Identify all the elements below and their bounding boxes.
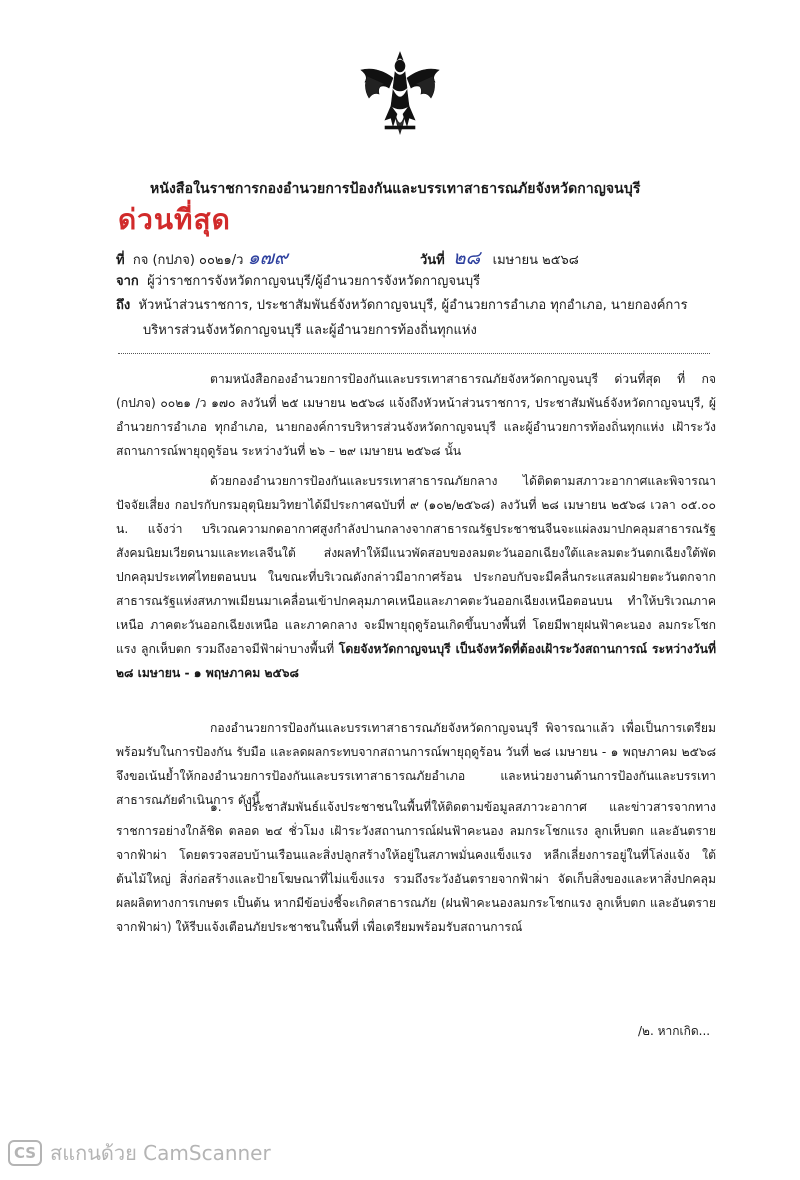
to-row-cont	[143, 319, 477, 340]
paragraph-1	[116, 367, 716, 463]
garuda-emblem-icon	[355, 48, 445, 138]
to-row	[116, 294, 688, 315]
camscanner-logo-icon: CS	[8, 1140, 42, 1166]
ref-number: ๑๗๙	[247, 247, 288, 269]
date-day: ๒๘	[453, 247, 481, 269]
date-row	[420, 243, 579, 273]
date-rest: เมษายน ๒๕๖๘	[492, 253, 579, 268]
paragraph-2-emphasis: โดยจังหวัดกาญจนบุรี เป็นจังหวัดที่ต้องเฝ้าระวังสถานการณ์ ระหว่างวันที่ ๒๘ เมษายน - ๑ พฤษภาคม ๒๕๖๘	[116, 642, 717, 680]
ref-label: ที่	[116, 253, 125, 268]
ref-value: กจ (กปภจ) ๐๐๒๑/ว	[132, 253, 244, 268]
paragraph-1-text: ตามหนังสือกองอำนวยการป้องกันและบรรเทาสาธารณภัยจังหวัดกาญจนบุรี ด่วนที่สุด ที่ กจ (กปภจ) ๐๐๒๑ /ว ๑๗๐ ลงวันที่ ๒๕ เมษายน ๒๕๖๘ แจ้งถึงหัวหน้าส่วนราชการ, ประชาสัมพันธ์จังหวัดกาญจนบุรี, ผู้อำนวยการอำเภอ ทุกอำเภอ, นายกองค์การบริหารส่วนจังหวัดกาญจนบุรี และผู้อำนวยการท้องถิ่นทุกแห่ง เฝ้าระวังสถานการณ์พายุฤดูร้อน ระหว่างวันที่ ๒๖ – ๒๙ เมษายน ๒๕๖๘ นั้น	[116, 372, 716, 458]
camscanner-text: สแกนด้วย CamScanner	[50, 1141, 271, 1165]
paragraph-2-text: ด้วยกองอำนวยการป้องกันและบรรเทาสาธารณภัยกลาง ได้ติดตามสภาวะอากาศและพิจารณาปัจจัยเสี่ยง กอปรกับกรมอุตุนิยมวิทยาได้มีประกาศฉบับที่ ๙ (๑๐๒/๒๕๖๘) ลงวันที่ ๒๘ เมษายน ๒๕๖๘ เวลา ๐๕.๐๐ น. แจ้งว่า บริเวณความกดอากาศสูงกำลังปานกลางจากสาธารณรัฐประชาชนจีนจะแผ่ลงมาปกคลุมสาธารณรัฐสังคมนิยมเวียดนามและทะเลจีนใต้ ส่งผลทำให้มีแนวพัดสอบของลมตะวันออกเฉียงใต้และลมตะวันตกเฉียงใต้พัดปกคลุมประเทศไทยตอนบน ในขณะที่บริเวณดังกล่าวมีอากาศร้อน ประกอบกับจะมีคลื่นกระแสลมฝ่ายตะวันตกจากสาธารณรัฐแห่งสหภาพเมียนมาเคลื่อนเข้าปกคลุมภาคเหนือและภาคตะวันออกเฉียงเหนือตอนบน ทำให้บริเวณภาคเหนือ ภาคตะวันออกเฉียงเหนือ และภาคกลาง จะมีพายุฤดูร้อนเกิดขึ้นบางพื้นที่ โดยมีพายุฝนฟ้าคะนอง ลมกระโชกแรง ลูกเห็บตก รวมถึงอาจมีฟ้าผ่าบางพื้นที่	[116, 474, 716, 656]
paragraph-2	[116, 469, 716, 685]
date-label: วันที่	[420, 253, 445, 268]
document-title: หนังสือในราชการกองอำนวยการป้องกันและบรรเทาสาธารณภัยจังหวัดกาญจนบุรี	[150, 181, 641, 197]
to-label: ถึง	[116, 298, 131, 313]
page-continuation: /๒. หากเกิด...	[638, 1024, 711, 1038]
urgency-stamp: ด่วนที่สุด	[118, 203, 231, 236]
to-line-1: หัวหน้าส่วนราชการ, ประชาสัมพันธ์จังหวัดกาญจนบุรี, ผู้อำนวยการอำเภอ ทุกอำเภอ, นายกองค์การ	[138, 298, 688, 313]
from-label: จาก	[116, 274, 139, 289]
to-line-2: บริหารส่วนจังหวัดกาญจนบุรี และผู้อำนวยการท้องถิ่นทุกแห่ง	[143, 323, 477, 338]
ref-row	[116, 243, 288, 273]
paragraph-3-text: กองอำนวยการป้องกันและบรรเทาสาธารณภัยจังหวัดกาญจนบุรี พิจารณาแล้ว เพื่อเป็นการเตรียมพร้อมรับในการป้องกัน รับมือ และลดผลกระทบจากสถานการณ์พายุฤดูร้อน วันที่ ๒๘ เมษายน - ๑ พฤษภาคม ๒๕๖๘ จึงขอเน้นย้ำให้กองอำนวยการป้องกันและบรรเทาสาธารณภัยอำเภอ และหน่วยงานด้านการป้องกันและบรรเทาสาธารณภัยดำเนินการ ดังนี้	[116, 721, 716, 807]
paragraph-4-text: ๑. ประชาสัมพันธ์แจ้งประชาชนในพื้นที่ให้ติดตามข้อมูลสภาวะอากาศ และข่าวสารจากทางราชการอย่างใกล้ชิด ตลอด ๒๔ ชั่วโมง เฝ้าระวังสถานการณ์ฝนฟ้าคะนอง ลมกระโชกแรง ลูกเห็บตก และอันตรายจากฟ้าผ่า โดยตรวจสอบบ้านเรือนและสิ่งปลูกสร้างให้อยู่ในสภาพมั่นคงแข็งแรง หลีกเลี่ยงการอยู่ในที่โล่งแจ้ง ใต้ต้นไม้ใหญ่ สิ่งก่อสร้างและป้ายโฆษณาที่ไม่แข็งแรง รวมถึงระวังอันตรายจากฟ้าผ่า จัดเก็บสิ่งของและหาสิ่งปกคลุมผลผลิตทางการเกษตร เป็นต้น หากมีข้อบ่งชี้จะเกิดสาธารณภัย (ฝนฟ้าคะนองลมกระโชกแรง ลูกเห็บตก และอันตรายจากฟ้าผ่า) ให้รีบแจ้งเตือนภัยประชาชนในพื้นที่ เพื่อเตรียมพร้อมรับสถานการณ์	[116, 800, 716, 934]
camscanner-watermark	[8, 1138, 271, 1168]
header-divider	[118, 353, 710, 354]
from-row	[116, 270, 480, 291]
paragraph-4	[116, 795, 716, 939]
from-value: ผู้ว่าราชการจังหวัดกาญจนบุรี/ผู้อำนวยการจังหวัดกาญจนบุรี	[147, 274, 481, 289]
